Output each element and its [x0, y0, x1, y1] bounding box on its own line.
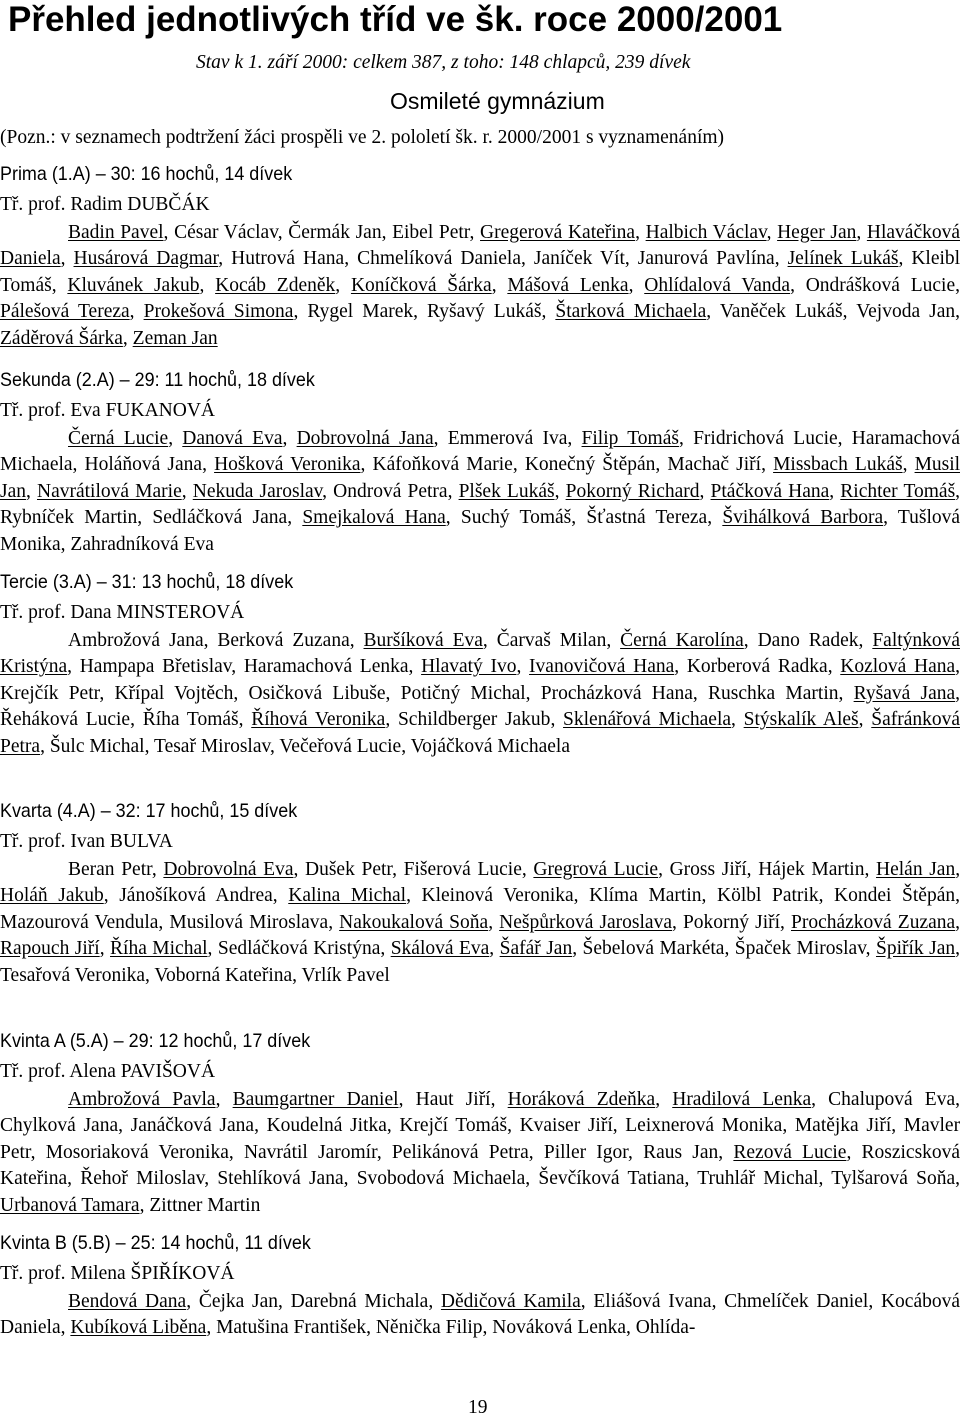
student-name: Eibel Petr [392, 222, 470, 243]
student-name: Dobrovolná Eva [163, 859, 294, 880]
student-name: Štarková Michaela [555, 301, 707, 323]
student-name: Danová Eva [182, 428, 283, 449]
student-name: Vojáčková Michaela [410, 735, 570, 757]
student-name: Šebelová Markéta [582, 938, 725, 960]
student-name: Ryšavá Jana [853, 682, 956, 704]
student-name: Čejka Jan [198, 1291, 279, 1312]
student-name: Machač Jiří [667, 454, 762, 476]
student-name: Smejkalová Hana [302, 507, 446, 529]
student-name: Prokešová Simona [143, 301, 294, 323]
student-name: Hlaváčková Daniela [0, 222, 960, 270]
student-name: Ryšavý Lukáš [427, 301, 542, 323]
student-name: Svobodová Michaela [356, 1168, 526, 1190]
student-name: Kluvánek Jakub [67, 274, 200, 296]
page-number: 19 [468, 1397, 488, 1418]
student-name: Dobrovolná Jana [296, 428, 434, 449]
student-name: Navrátilová Marie [37, 480, 182, 502]
class-section [0, 566, 960, 760]
student-name: Badin Pavel [68, 222, 164, 243]
student-name: Zeman Jan [132, 327, 218, 349]
class-teacher: Tř. prof. Dana MINSTEROVÁ [0, 602, 245, 623]
student-name: Ohlídalová Vanda [644, 274, 791, 296]
student-name: Navrátil Jaromír [243, 1141, 377, 1163]
student-name: Kalina Michal [288, 885, 407, 907]
class-heading: Kvinta B (5.B) – 25: 14 hochů, 11 dívek [0, 1232, 311, 1254]
student-name: Říha Michal [110, 938, 208, 960]
student-name: Missbach Lukáš [773, 454, 903, 476]
student-name: Rybníček Martin [0, 507, 138, 529]
class-section [0, 158, 960, 352]
student-list: Černá Lucie, Danová Eva, Dobrovolná Jana, Emmerová Iva, Filip Tomáš, Fridrichová Lucie, Haramachová Michaela, Holáňová Jana, Hošková Veronika, Káfoňková Marie, Konečný Štěpán, Machač Jiří, Missbach Lukáš, Musil Jan, Navrátilová Marie, Nekuda Jaroslav, Ondrová Petra, Plšek Lukáš, Pokorný Richard, Ptáčková Hana, Richter Tomáš, Rybníček Martin, Sedláčková Jana, Smejkalová Hana, Suchý Tomáš, Šťastná Tereza, Švihálková Barbora, Tušlová Monika, Zahradníková Eva [0, 428, 960, 555]
student-name: Ševčíková Tatiana [538, 1168, 685, 1190]
student-name: Helán Jan [876, 859, 956, 880]
student-name: Mosoriaková Veronika [45, 1141, 229, 1163]
student-name: Čarvaš Milan [496, 630, 607, 651]
student-name: Gross Jiří [669, 859, 747, 880]
student-name: Procházková Hana [540, 682, 693, 704]
student-name: Koudelná Jitka [266, 1115, 387, 1137]
student-name: Něnička Filip [375, 1317, 483, 1339]
student-name: Potičný Michal [400, 682, 526, 704]
student-name: Roszicsková Kateřina [0, 1141, 960, 1190]
student-name: Haut Jiří [415, 1089, 491, 1110]
student-name: Kubíková Liběna [70, 1317, 207, 1339]
student-name: Zittner Martin [149, 1194, 261, 1216]
student-name: Holáňová Jana [84, 454, 203, 476]
student-name: Koníčková Šárka [350, 274, 492, 296]
student-name: Nekuda Jaroslav [192, 480, 323, 502]
student-name: Haramachová Michaela [0, 428, 960, 476]
class-teacher: Tř. prof. Milena ŠPIŘÍKOVÁ [0, 1263, 235, 1284]
student-name: Krejčík Petr [0, 682, 100, 704]
student-name: Vrlík Pavel [301, 964, 390, 986]
student-name: Nakoukalová Soňa [339, 911, 489, 933]
student-name: Ptáčková Hana [710, 480, 830, 502]
student-name: Vejvoda Jan [856, 301, 956, 323]
student-name: Kleinová Veronika [421, 885, 574, 907]
student-name: Klíma Martin [589, 885, 702, 907]
student-name: Stehlíková Jana [217, 1168, 344, 1190]
student-list: Ambrožová Pavla, Baumgartner Daniel, Haut Jiří, Horáková Zdeňka, Hradilová Lenka, Chalupová Eva, Chylková Jana, Janáčková Jana, Koudelná Jitka, Krejčí Tomáš, Kvaiser Jiří, Leixnerová Monika, Matějka Jiří, Mavler Petr, Mosoriaková Veronika, Navrátil Jaromír, Pelikánová Petra, Piller Igor, Raus Jan, Rezová Lucie, Roszicsková Kateřina, Řehoř Miloslav, Stehlíková Jana, Svobodová Michaela, Ševčíková Tatiana, Truhlář Michal, Tylšarová Soňa, Urbanová Tamara, Zittner Martin [0, 1089, 960, 1216]
student-name: Eliášová Ivana [593, 1291, 712, 1312]
student-name: Zahradníková Eva [70, 533, 214, 555]
student-name: Řeháková Lucie [0, 709, 131, 731]
student-name: Chmelíková Daniela [357, 248, 522, 270]
student-name: Nováková Lenka [492, 1317, 627, 1339]
student-name: Suchý Tomáš [460, 507, 572, 529]
student-name: Tesař Miroslav [154, 735, 270, 757]
student-name: Matějka Jiří [794, 1115, 892, 1137]
student-name: Špiřík Jan [876, 938, 956, 960]
student-name: Horáková Zdeňka [507, 1089, 656, 1110]
student-name: Tesařová Veronika [0, 964, 146, 986]
student-name: Šulc Michal [49, 735, 145, 757]
student-name: Procházková Zuzana [791, 911, 956, 933]
class-heading: Kvinta A (5.A) – 29: 12 hochů, 17 dívek [0, 1030, 311, 1052]
student-name: Beran Petr [68, 859, 152, 880]
enrollment-status: Stav k 1. září 2000: celkem 387, z toho: 148 chlapců, 239 dívek [196, 52, 691, 73]
student-name: Gregrová Lucie [533, 859, 659, 880]
student-name: Chylková Jana [0, 1115, 119, 1137]
page-title: Přehled jednotlivých tříd ve šk. roce 2000/2001 [8, 0, 783, 39]
student-name: Ambrožová Jana [68, 630, 204, 651]
student-name: Rygel Marek [307, 301, 414, 323]
student-name: Ruschka Martin [708, 682, 839, 704]
student-name: Kocábová Daniela [0, 1291, 960, 1339]
student-name: Šafář Jan [499, 938, 573, 960]
student-name: Voborná Kateřina [154, 964, 293, 986]
student-name: Špaček Miroslav [734, 938, 866, 960]
class-heading: Prima (1.A) – 30: 16 hochů, 14 dívek [0, 163, 293, 185]
class-heading: Tercie (3.A) – 31: 13 hochů, 18 dívek [0, 571, 294, 593]
student-name: Hájek Martin [758, 859, 865, 880]
student-name: Křípal Vojtěch [114, 682, 234, 704]
student-name: Záděrová Šárka [0, 327, 123, 349]
student-name: Hutrová Hana [231, 248, 345, 270]
student-list: Badin Pavel, César Václav, Čermák Jan, Eibel Petr, Gregerová Kateřina, Halbich Václav, Heger Jan, Hlaváčková Daniela, Husárová Dagmar, Hutrová Hana, Chmelíková Daniela, Janíček Vít, Janurová Pavlína, Jelínek Lukáš, Kleibl Tomáš, Kluvánek Jakub, Kocáb Zdeněk, Koníčková Šárka, Mášová Lenka, Ohlídalová Vanda, Ondrášková Lucie, Pálešová Tereza, Prokešová Simona, Rygel Marek, Ryšavý Lukáš, Štarková Michaela, Vaněček Lukáš, Vejvoda Jan, Záděrová Šárka, Zeman Jan [0, 222, 960, 349]
student-name: Šťastná Tereza [586, 507, 708, 529]
student-name: Osičková Libuše [248, 682, 386, 704]
student-name: Tušlová Monika [0, 507, 960, 555]
student-name: Švihálková Barbora [722, 507, 884, 529]
student-name: Pelikánová Petra [391, 1141, 529, 1163]
student-name: Kondei Štěpán [834, 885, 956, 907]
student-name: Kozlová Hana [840, 656, 956, 678]
class-teacher: Tř. prof. Alena PAVIŠOVÁ [0, 1061, 216, 1082]
student-name: Janíček Vít [533, 248, 625, 270]
class-section [0, 364, 960, 558]
class-teacher: Tř. prof. Eva FUKANOVÁ [0, 400, 216, 421]
student-name: Říhová Veronika [251, 709, 386, 731]
student-name: Rapouch Jiří [0, 938, 100, 960]
student-name: Gregerová Kateřina [480, 222, 636, 243]
student-name: Pokorný Richard [565, 480, 700, 502]
student-name: Sedláčková Jana [152, 507, 288, 529]
student-list: Bendová Dana, Čejka Jan, Darebná Michala, Dědičová Kamila, Eliášová Ivana, Chmelíček Daniel, Kocábová Daniela, Kubíková Liběna, Matušina František, Něnička Filip, Nováková Lenka, Ohlída- [0, 1291, 960, 1339]
student-name: Vaněček Lukáš [719, 301, 843, 323]
student-name: Raus Jan [643, 1141, 719, 1163]
student-name: Fridrichová Lucie [693, 428, 838, 449]
student-name: Janurová Pavlína [637, 248, 775, 270]
student-name: Hlavatý Ivo [421, 656, 517, 678]
student-name: Kvaiser Jiří [519, 1115, 613, 1137]
student-name: Haramachová Lenka [243, 656, 409, 678]
student-name: Kleibl Tomáš [0, 248, 960, 296]
honors-note: (Pozn.: v seznamech podtržení žáci prospěli ve 2. pololetí šk. r. 2000/2001 s vyznamenáním) [0, 127, 725, 148]
student-name: Schildberger Jakub [397, 709, 551, 731]
student-name: Večeřová Lucie [279, 735, 402, 757]
student-name: Ivanovičová Hana [529, 656, 675, 678]
class-teacher: Tř. prof. Radim DUBČÁK [0, 194, 210, 215]
student-name: Káfoňková Marie [372, 454, 513, 476]
class-heading: Sekunda (2.A) – 29: 11 hochů, 18 dívek [0, 369, 315, 391]
student-name: Ondrášková Lucie [805, 274, 956, 296]
student-list: Beran Petr, Dobrovolná Eva, Dušek Petr, Fišerová Lucie, Gregrová Lucie, Gross Jiří, Hájek Martin, Helán Jan, Holáň Jakub, Jánošíková Andrea, Kalina Michal, Kleinová Veronika, Klíma Martin, Kölbl Patrik, Kondei Štěpán, Mazourová Vendula, Musilová Miroslava, Nakoukalová Soňa, Nešpůrková Jaroslava, Pokorný Jiří, Procházková Zuzana, Rapouch Jiří, Říha Michal, Sedláčková Kristýna, Skálová Eva, Šafář Jan, Šebelová Markéta, Špaček Miroslav, Špiřík Jan, Tesařová Veronika, Voborná Kateřina, Vrlík Pavel [0, 859, 960, 986]
student-name: Mášová Lenka [507, 274, 629, 296]
student-name: Hradilová Lenka [672, 1089, 812, 1110]
student-name: Buršíková Eva [363, 630, 483, 651]
student-name: Janáčková Jana [130, 1115, 255, 1137]
class-section [0, 1227, 960, 1342]
student-name: Matušina František [216, 1317, 367, 1339]
student-name: Fišerová Lucie [403, 859, 522, 880]
student-name: Rezová Lucie [733, 1141, 847, 1163]
student-name: Jánošíková Andrea [119, 885, 273, 907]
student-name: Richter Tomáš [840, 480, 956, 502]
student-name: Korberová Radka [686, 656, 828, 678]
student-name: Ohlída- [635, 1317, 696, 1339]
student-name: Dano Radek [757, 630, 859, 651]
student-name: Kocáb Zdeněk [215, 274, 336, 296]
student-name: Truhlář Michal [697, 1168, 819, 1190]
student-name: Hampapa Břetislav [79, 656, 232, 678]
student-name: Husárová Dagmar [73, 248, 219, 270]
student-name: Konečný Štěpán [524, 454, 656, 476]
student-name: Řehoř Miloslav [80, 1168, 205, 1190]
student-name: Musilová Miroslava [169, 911, 329, 933]
class-section [0, 795, 960, 989]
student-name: César Václav [174, 222, 278, 243]
student-name: Darebná Michala [290, 1291, 429, 1312]
student-name: Baumgartner Daniel [232, 1089, 399, 1110]
student-name: Dědičová Kamila [440, 1291, 581, 1312]
student-name: Musil Jan [0, 454, 960, 502]
student-name: Tylšarová Soňa [831, 1168, 956, 1190]
student-name: Pálešová Tereza [0, 301, 130, 323]
student-name: Krejčí Tomáš [399, 1115, 508, 1137]
student-name: Urbanová Tamara [0, 1194, 140, 1216]
class-teacher: Tř. prof. Ivan BULVA [0, 831, 173, 852]
student-name: Holáň Jakub [0, 885, 104, 907]
school-type-heading: Osmileté gymnázium [390, 88, 605, 114]
student-name: Jelínek Lukáš [787, 248, 899, 270]
student-name: Sedláčková Kristýna [217, 938, 381, 960]
student-list: Ambrožová Jana, Berková Zuzana, Buršíková Eva, Čarvaš Milan, Černá Karolína, Dano Radek, Faltýnková Kristýna, Hampapa Břetislav, Haramachová Lenka, Hlavatý Ivo, Ivanovičová Hana, Korberová Radka, Kozlová Hana, Krejčík Petr, Křípal Vojtěch, Osičková Libuše, Potičný Michal, Procházková Hana, Ruschka Martin, Ryšavá Jana, Řeháková Lucie, Říha Tomáš, Říhová Veronika, Schildberger Jakub, Sklenářová Michaela, Stýskalík Aleš, Šafránková Petra, Šulc Michal, Tesař Miroslav, Večeřová Lucie, Vojáčková Michaela [0, 630, 960, 757]
student-name: Šafránková Petra [0, 709, 960, 757]
student-name: Černá Karolína [620, 630, 744, 651]
student-name: Ambrožová Pavla [68, 1089, 216, 1110]
student-name: Stýskalík Aleš [743, 709, 859, 731]
student-name: Černá Lucie [68, 428, 169, 449]
student-name: Říha Tomáš [142, 709, 239, 731]
student-name: Faltýnková Kristýna [0, 630, 960, 678]
student-name: Plšek Lukáš [458, 480, 555, 502]
student-name: Berková Zuzana [217, 630, 350, 651]
student-name: Sklenářová Michaela [563, 709, 732, 731]
student-name: Pokorný Jiří [682, 911, 781, 933]
student-name: Hošková Veronika [214, 454, 361, 476]
class-section [0, 1025, 960, 1219]
class-heading: Kvarta (4.A) – 32: 17 hochů, 15 dívek [0, 800, 298, 822]
student-name: Skálová Eva [390, 938, 490, 960]
student-name: Mazourová Vendula [0, 911, 159, 933]
student-name: Ondrová Petra [333, 480, 448, 502]
student-name: Chmelíček Daniel [724, 1291, 869, 1312]
student-name: Nešpůrková Jaroslava [499, 911, 672, 933]
student-name: Čermák Jan [288, 222, 382, 243]
student-name: Chalupová Eva [828, 1089, 956, 1110]
student-name: Filip Tomáš [581, 428, 679, 449]
student-name: Halbich Václav [645, 222, 767, 243]
student-name: Emmerová Iva [447, 428, 568, 449]
student-name: Mavler Petr [0, 1115, 960, 1163]
student-name: Piller Igor [543, 1141, 629, 1163]
student-name: Dušek Petr [305, 859, 393, 880]
student-name: Kölbl Patrik [716, 885, 819, 907]
student-name: Leixnerová Monika [625, 1115, 783, 1137]
student-name: Bendová Dana [68, 1291, 187, 1312]
student-name: Heger Jan [777, 222, 857, 243]
